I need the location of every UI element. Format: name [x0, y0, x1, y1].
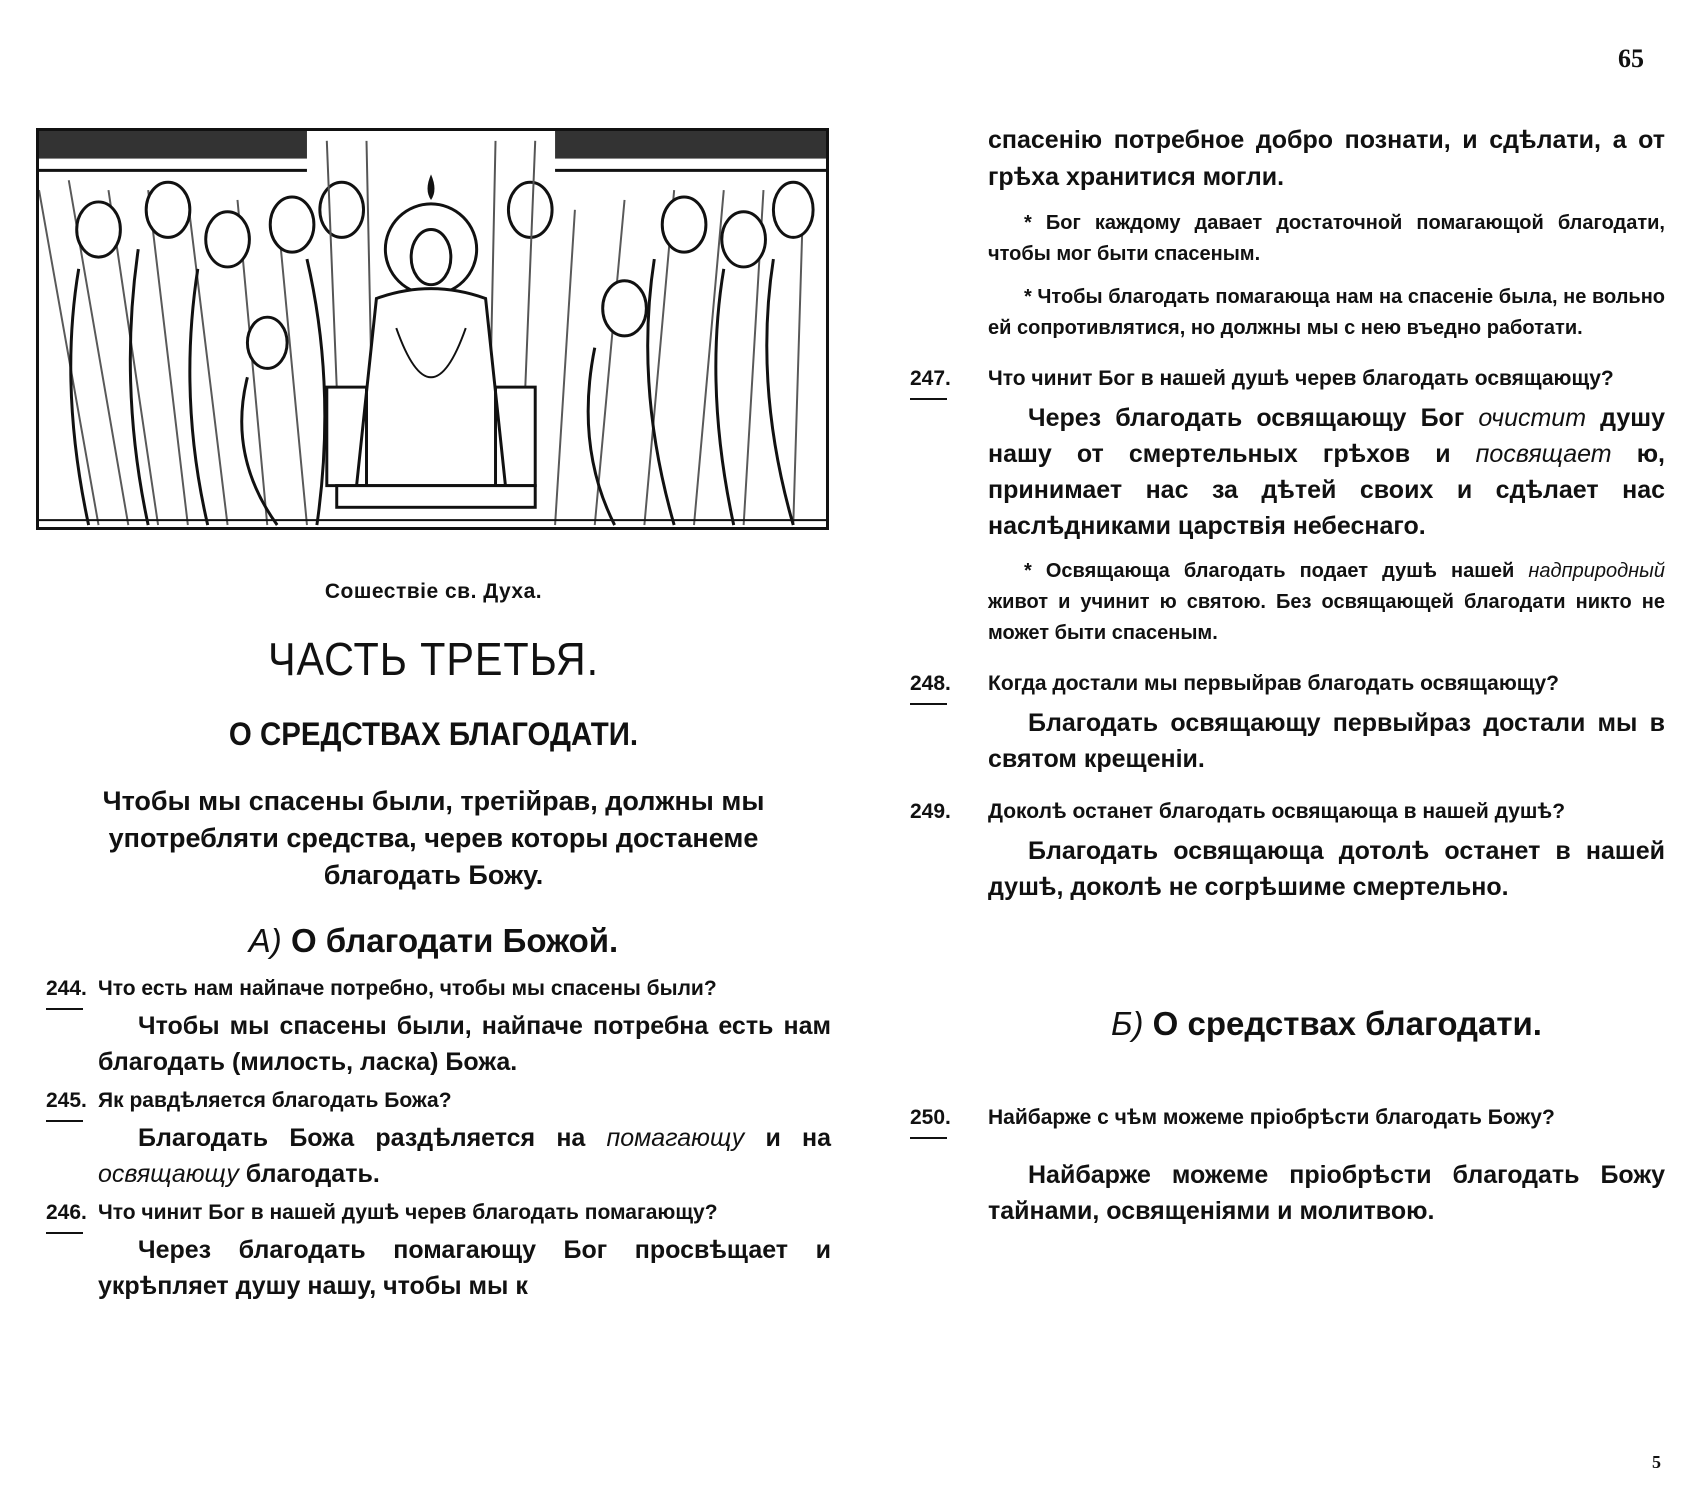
emphasis-text: помагающу: [606, 1124, 745, 1152]
question-text: Что чинит Бог в нашей душѣ черев благодать освящающу?: [988, 367, 1614, 390]
question-number: 245.: [46, 1086, 87, 1116]
answer-text: Благодать Божа раздѣляется на: [138, 1124, 607, 1152]
note-247: [910, 556, 1665, 649]
subsection-letter: А): [248, 922, 282, 959]
illustration-caption: Сошествiе св. Духа.: [324, 580, 543, 603]
part-title: ЧАСТЬ ТРЕТЬЯ.: [267, 633, 600, 685]
subsection-title: О благодати Божой.: [290, 922, 619, 959]
question-number: 249.: [910, 800, 951, 823]
answer-248: Благодать освящающу первыйраз достали мы в святом крещенiи.: [988, 709, 1665, 773]
question-245: [36, 1086, 831, 1116]
question-number: 250.: [910, 1103, 951, 1133]
answer-249: Благодать освящающа дотолѣ останет в нашей душѣ, доколѣ не согрѣшиме смертельно.: [988, 837, 1665, 901]
subsection-heading-a: [36, 922, 831, 960]
question-text: Когда достали мы первыйрав благодать освящающу?: [988, 672, 1559, 695]
question-text: Что есть нам найпаче потребно, чтобы мы спасены были?: [98, 977, 717, 1000]
answer-text: душу нашу от смертельных грѣхов и: [988, 404, 1665, 468]
question-text: Як равдѣляется благодать Божа?: [98, 1089, 452, 1112]
question-249: [910, 797, 1665, 827]
intro-paragraph: Чтобы мы спасены были, третiйрав, должны мы употребляти средства, черев которы достанеме благодать Божу.: [102, 786, 765, 890]
pentecost-illustration: [36, 128, 829, 530]
question-250: [910, 1103, 1665, 1133]
question-text: Доколѣ останет благодать освящающа в нашей душѣ?: [988, 800, 1566, 823]
question-248: [910, 669, 1665, 699]
question-text: Что чинит Бог в нашей душѣ черев благодать помагающу?: [98, 1201, 718, 1224]
signature-mark: 5: [1652, 1452, 1661, 1472]
answer-245: [36, 1120, 831, 1192]
question-number: 247.: [910, 364, 951, 394]
emphasis-text: надприродный: [1528, 560, 1665, 582]
note-246-2: * Чтобы благодать помагающа нам на спасенiе была, не вольно ей сопротивлятися, но должны мы с нею въедно работати.: [988, 286, 1665, 339]
qa-list-left: [36, 974, 831, 1304]
emphasis-text: посвящает: [1475, 440, 1612, 468]
note-246-1: * Бог каждому давает достаточной помагающой благодати, чтобы мог быти спасеным.: [988, 212, 1665, 265]
subsection-title: О средствах благодати.: [1152, 1005, 1542, 1042]
page-number: 65: [1618, 44, 1644, 73]
question-text: Найбарже с чѣм можеме прiобрѣсти благодать Божу?: [988, 1106, 1555, 1129]
subsection-heading-b: [910, 1005, 1665, 1043]
question-247: [910, 364, 1665, 394]
question-244: [36, 974, 831, 1004]
question-number: 246.: [46, 1198, 87, 1228]
engraving-image-icon: [39, 131, 826, 527]
note-text: * Освящающа благодать подает душѣ нашей: [1024, 560, 1529, 582]
emphasis-text: освящающу: [98, 1160, 239, 1188]
question-number: 248.: [910, 669, 951, 699]
question-246: [36, 1198, 831, 1228]
answer-text: ю, принимает нас за дѣтей своих и сдѣлает нас наслѣдниками царствiя небеснаго.: [988, 440, 1665, 540]
emphasis-text: очистит: [1478, 404, 1587, 432]
answer-246: Через благодать помагающу Бог просвѣщает и укрѣпляет душу нашу, чтобы мы к: [98, 1236, 831, 1300]
subsection-letter: Б): [1111, 1005, 1144, 1042]
section-title: О СРЕДСТВАХ БЛАГОДАТИ.: [228, 716, 639, 752]
answer-250: Найбарже можеме прiобрѣсти благодать Божу тайнами, освященiями и молитвою.: [988, 1161, 1665, 1225]
right-column: [910, 122, 1665, 1229]
answer-244: Чтобы мы спасены были, найпаче потребна есть нам благодать (милость, ласка) Божа.: [98, 1012, 831, 1076]
answer-text: благодать.: [238, 1160, 380, 1188]
answer-text: и на: [744, 1124, 831, 1152]
answer-246-continuation: спасенiю потребное добро познати, и сдѣлати, а от грѣха хранитися могли.: [988, 126, 1665, 191]
left-column: [36, 128, 831, 1304]
answer-text: Через благодать освящающу Бог: [1028, 404, 1479, 432]
note-text: живот и учинит ю святою. Без освящающей благодати никто не может быти спасеным.: [988, 591, 1665, 644]
question-number: 244.: [46, 974, 87, 1004]
answer-247: [910, 400, 1665, 544]
